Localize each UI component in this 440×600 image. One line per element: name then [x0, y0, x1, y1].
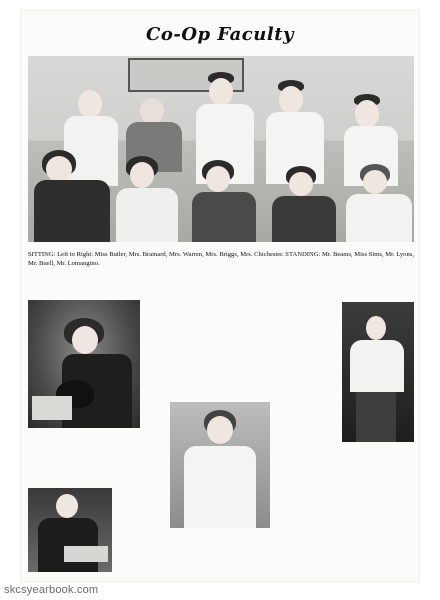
candid-photo-2 — [342, 302, 414, 442]
candid-photo-3 — [170, 402, 270, 528]
site-watermark: skcsyearbook.com — [4, 584, 99, 596]
yearbook-page — [20, 10, 420, 582]
group-photo — [28, 56, 414, 242]
page-title: Co-Op Faculty — [146, 24, 294, 45]
candid-photo-4 — [28, 488, 112, 572]
photo-caption: SITTING: Left to Right: Miss Butler, Mrs. Brainard, Mrs. Warren, Mrs. Briggs, Mrs. Chichester. STANDING: Mr. Beams, Miss Sims, Mr. Lyons, Mr. Buell, Mr. Lomangino. — [28, 251, 414, 267]
candid-photo-1 — [28, 300, 140, 428]
